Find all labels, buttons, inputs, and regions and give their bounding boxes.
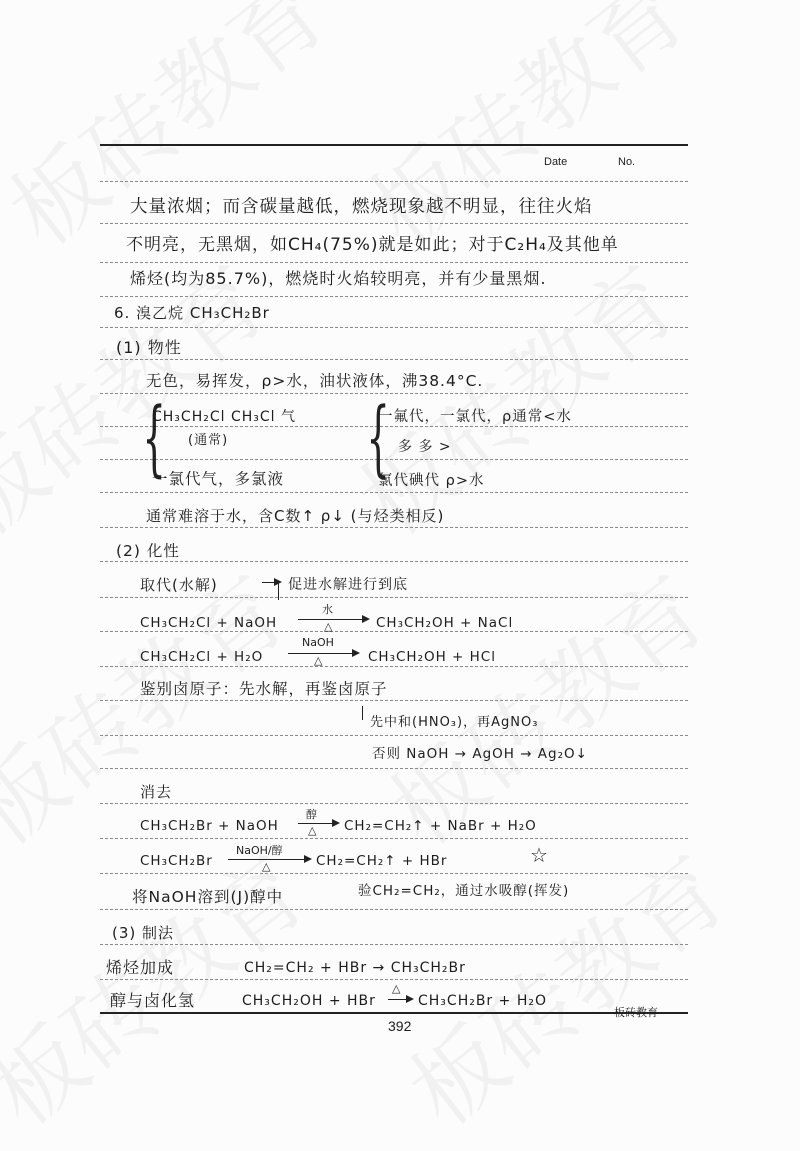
- annotation-pointer: [362, 706, 363, 720]
- reaction-arrow: [288, 653, 358, 654]
- reaction-reactants: CH₃CH₂Br: [140, 853, 213, 869]
- brace-item: 一氯代气，多氯液: [152, 470, 285, 488]
- brace-item: 一氟代，一氯代，ρ通常<水: [378, 409, 572, 425]
- reaction-arrow: [298, 619, 368, 620]
- text-line: 烯烃(均为85.7%)，燃烧时火焰较明亮，并有少量黑烟.: [130, 269, 547, 288]
- brace-item: CH₃CH₂Cl CH₃Cl 气: [152, 409, 296, 425]
- ruled-line: [100, 527, 688, 528]
- ruled-line: [100, 700, 688, 701]
- reaction-arrow: [298, 823, 338, 824]
- ruled-line: [100, 597, 688, 598]
- section-heading: 6. 溴乙烷 CH₃CH₂Br: [114, 304, 270, 322]
- brace-item: 多 多 >: [398, 439, 452, 455]
- watermark: [338, 0, 709, 271]
- text-line: 取代(水解): [140, 576, 218, 594]
- reaction-reactants: CH₃CH₂Br + NaOH: [140, 818, 279, 834]
- annotation-line: [262, 582, 280, 583]
- footer-rule: [100, 1012, 688, 1014]
- text-line: 大量浓烟；而含碳量越低，燃烧现象越不明显，往往火焰: [130, 197, 593, 217]
- reaction-condition: 水: [322, 603, 333, 616]
- subsection-heading: (2) 化性: [116, 542, 180, 560]
- ruled-line: [100, 223, 688, 224]
- reaction-condition: △: [262, 860, 271, 873]
- brace-item: (通常): [188, 433, 229, 448]
- reaction-products: CH₃CH₂Br + H₂O: [418, 993, 547, 1009]
- page-number: 392: [388, 1018, 412, 1034]
- text-line: 将NaOH溶到(J)醇中: [132, 888, 284, 906]
- text-line: 烯烃加成: [106, 958, 175, 977]
- reaction-products: CH₂=CH₂↑ + HBr: [316, 853, 448, 869]
- reaction-products: CH₂=CH₂↑ + NaBr + H₂O: [344, 818, 537, 834]
- reaction-condition: △: [308, 824, 317, 837]
- reaction-condition: △: [314, 654, 323, 667]
- ruled-line: [100, 296, 688, 297]
- text-line: 无色，易挥发，ρ>水，油状液体，沸38.4°C.: [146, 372, 484, 390]
- text-line: 通常难溶于水，含C数↑ ρ↓ (与烃类相反): [146, 507, 445, 525]
- brace-item: 氯代碘代 ρ>水: [378, 473, 485, 489]
- ruled-line: [100, 459, 688, 460]
- ruled-line: [100, 262, 688, 263]
- date-label: Date: [544, 156, 568, 168]
- ruled-line: [100, 838, 688, 839]
- reaction-condition: 醇: [306, 808, 317, 821]
- annotation: 否则 NaOH → AgOH → Ag₂O↓: [372, 746, 588, 762]
- subsection-heading: (1) 物性: [116, 338, 182, 357]
- reaction-condition: NaOH/醇: [236, 844, 283, 857]
- watermark: [0, 0, 350, 271]
- left-brace: {: [142, 391, 166, 486]
- annotation: 先中和(HNO₃)，再AgNO₃: [370, 715, 539, 730]
- reaction-reactants: CH₃CH₂Cl + H₂O: [140, 649, 264, 665]
- subsection-heading: (3) 制法: [112, 924, 175, 942]
- reaction: CH₂=CH₂ + HBr → CH₃CH₂Br: [244, 960, 466, 976]
- reaction-condition: △: [392, 982, 401, 995]
- text-line: 消去: [140, 783, 173, 801]
- ruled-line: [100, 359, 688, 360]
- reaction-products: CH₃CH₂OH + NaCl: [376, 615, 514, 631]
- ruled-line: [100, 944, 688, 945]
- reaction-reactants: CH₃CH₂Cl + NaOH: [140, 615, 278, 631]
- number-label: No.: [618, 156, 636, 168]
- text-line: 验CH₂=CH₂，通过水吸醇(挥发): [358, 883, 570, 899]
- reaction-reactants: CH₃CH₂OH + HBr: [242, 993, 376, 1009]
- ruled-line: [100, 909, 688, 910]
- ruled-line: [100, 735, 688, 736]
- ruled-line: [100, 873, 688, 874]
- text-line: 不明亮，无黑烟，如CH₄(75%)就是如此；对于C₂H₄及其他单: [126, 235, 619, 255]
- text-line: 鉴别卤原子：先水解，再鉴卤原子: [140, 680, 388, 698]
- left-brace: {: [366, 391, 390, 486]
- text-line: 醇与卤化氢: [110, 991, 196, 1010]
- brand-label: 板砖教育: [614, 1006, 658, 1019]
- ruled-line: [100, 327, 688, 328]
- reaction-products: CH₃CH₂OH + HCl: [368, 649, 496, 665]
- reaction-condition: NaOH: [302, 636, 334, 649]
- ruled-line: [100, 768, 688, 769]
- annotation: 促进水解进行到底: [288, 577, 408, 593]
- header-rule: [100, 144, 688, 146]
- ruled-line: [100, 393, 688, 394]
- reaction-arrow: [388, 999, 412, 1000]
- ruled-line: [100, 181, 688, 182]
- ruled-line: [100, 803, 688, 804]
- ruled-line: [100, 561, 688, 562]
- star-icon: ☆: [530, 843, 549, 867]
- reaction-condition: △: [324, 620, 333, 633]
- ruled-line: [100, 492, 688, 493]
- ruled-line: [100, 979, 688, 980]
